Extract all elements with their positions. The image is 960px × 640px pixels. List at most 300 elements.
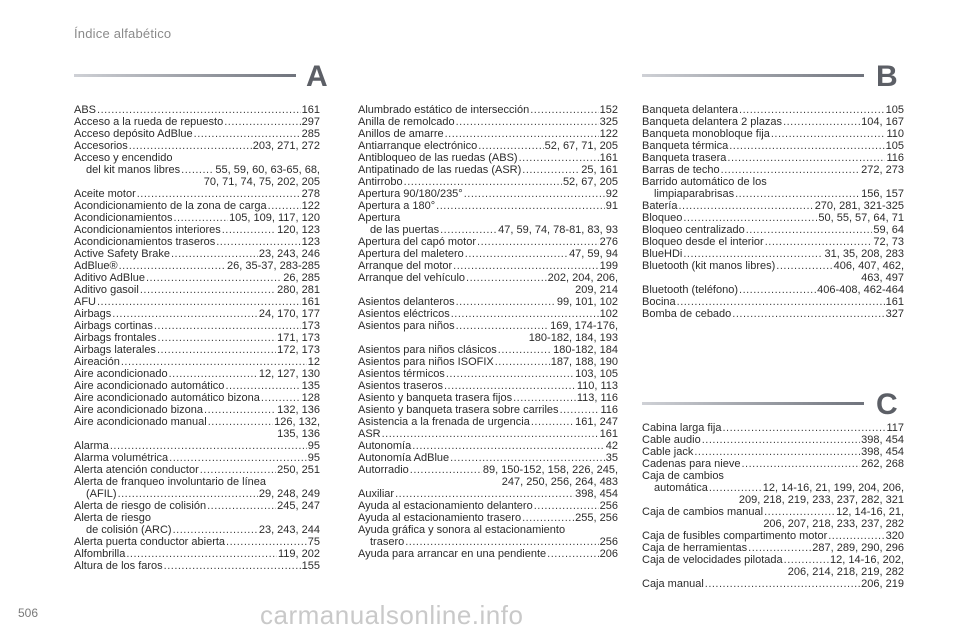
dot-leader: [158, 332, 277, 344]
index-entry: [642, 554, 904, 578]
index-column-c: [642, 422, 904, 590]
index-term: Antibloqueo de las ruedas (ABS): [358, 152, 518, 164]
index-term: Caja manual: [642, 578, 704, 590]
index-term: Anilla de remolcado: [358, 116, 455, 128]
index-pages: 255, 256: [575, 512, 618, 524]
index-pages: 23, 243, 246: [258, 248, 320, 260]
index-pages: 262, 268: [861, 458, 904, 470]
index-pages: 206, 219: [861, 578, 904, 590]
index-entry-line: [74, 320, 320, 332]
index-term: ABS: [74, 104, 97, 116]
index-entry: [74, 248, 320, 260]
index-entry: [74, 440, 320, 452]
index-term: Bluetooth (kit manos libres): [642, 260, 776, 272]
index-entry: [358, 404, 618, 416]
section-c-marker: [642, 390, 902, 420]
index-entry: [642, 104, 904, 116]
index-pages-continued: 463, 497: [861, 272, 904, 284]
index-term: Alfombrilla: [74, 548, 126, 560]
dot-leader: [412, 440, 605, 452]
dot-leader: [727, 152, 885, 164]
index-pages: 287, 289, 290, 296: [812, 542, 904, 554]
index-term: Active Safety Brake: [74, 248, 170, 260]
index-pages: 50, 55, 57, 64, 71: [818, 212, 904, 224]
index-entry-line: [74, 380, 320, 392]
dot-leader: [783, 116, 860, 128]
dot-leader: [495, 356, 550, 368]
index-entry-line: [642, 224, 904, 236]
index-entry-line: [642, 554, 904, 566]
dot-leader: [683, 248, 823, 260]
index-entry: [74, 356, 320, 368]
index-entry: [74, 536, 320, 548]
index-entry-line: [74, 560, 320, 572]
index-pages: 171, 173: [277, 332, 320, 344]
index-pages: 161: [599, 428, 618, 440]
index-entry: [642, 224, 904, 236]
index-entry-line: [74, 500, 320, 512]
index-entry: [358, 152, 618, 164]
index-term: limpiaparabrisas: [654, 188, 735, 200]
index-entry: [74, 296, 320, 308]
index-pages-continued: 135, 136: [277, 428, 320, 440]
index-entry: [358, 512, 618, 524]
index-pages: 169, 174-176,: [550, 320, 618, 332]
index-pages: 172, 173: [277, 344, 320, 356]
dot-leader: [110, 440, 307, 452]
index-entry-line: [74, 272, 320, 284]
index-entry-line: [358, 296, 618, 308]
index-entry-line: [642, 506, 904, 518]
dot-leader: [547, 548, 598, 560]
dot-leader: [181, 164, 214, 176]
index-pages: 152: [599, 104, 618, 116]
index-term: del kit manos libres: [86, 164, 181, 176]
index-column-b: [642, 104, 904, 320]
index-pages: 12: [307, 356, 320, 368]
index-entry-line: [642, 128, 904, 140]
index-term: Cable audio: [642, 434, 701, 446]
index-term: Ayuda al estacionamiento delantero: [358, 500, 533, 512]
index-entry-line: [74, 392, 320, 404]
dot-leader: [169, 368, 258, 380]
index-entry: [358, 380, 618, 392]
index-entry-line: [74, 440, 320, 452]
dot-leader: [395, 488, 574, 500]
index-entry: [642, 296, 904, 308]
index-term: Apertura del capó motor: [358, 236, 477, 248]
index-entry-line: [358, 140, 618, 152]
section-c-letter: C: [876, 388, 898, 421]
dot-leader: [456, 296, 556, 308]
index-pages: 95: [307, 452, 320, 464]
index-entry-line: [642, 446, 904, 458]
dot-leader: [466, 272, 547, 284]
index-entry-line: [74, 284, 320, 296]
index-entry: [74, 212, 320, 224]
page-number: 506: [18, 606, 39, 620]
index-pages: 256: [599, 536, 618, 548]
index-entry-line: [642, 578, 904, 590]
index-pages: 173: [301, 320, 320, 332]
index-entry-heading: Apertura: [358, 212, 401, 224]
index-term: Asientos para niños clásicos: [358, 344, 497, 356]
dot-leader: [771, 128, 886, 140]
dot-leader: [721, 164, 861, 176]
index-term: Aditivo gasoil: [74, 284, 139, 296]
index-pages-continued: 247, 250, 256, 264, 483: [501, 476, 618, 488]
index-entry-line: [74, 128, 320, 140]
index-entry-line: [74, 224, 320, 236]
dot-leader: [171, 248, 258, 260]
dot-leader: [741, 458, 860, 470]
index-entry: [642, 260, 904, 284]
index-entry-line: [74, 464, 320, 476]
index-entry: [358, 260, 618, 272]
dot-leader: [522, 164, 580, 176]
index-term: Aire acondicionado automático bizona: [74, 392, 260, 404]
index-entry: [74, 320, 320, 332]
index-entry-line: [642, 248, 904, 260]
dot-leader: [173, 524, 258, 536]
dot-leader: [121, 356, 307, 368]
dot-leader: [157, 344, 276, 356]
index-pages: 398, 454: [861, 446, 904, 458]
index-term: Apertura a 180°: [358, 200, 436, 212]
dot-leader: [828, 530, 884, 542]
dot-leader: [453, 260, 598, 272]
index-pages: 55, 59, 60, 63-65, 68,: [215, 164, 320, 176]
index-entry-line: [358, 104, 618, 116]
index-pages: 161, 247: [575, 416, 618, 428]
index-entry-line: [358, 452, 618, 464]
index-pages-continued: 209, 214: [575, 284, 618, 296]
dot-leader: [140, 284, 276, 296]
index-entry: [358, 176, 618, 188]
index-entry-line: [642, 434, 904, 446]
index-entry: [642, 140, 904, 152]
index-entry-line: [358, 416, 618, 428]
page-title: Índice alfabético: [74, 26, 172, 41]
index-term: Caja de herramientas: [642, 542, 748, 554]
index-entry-line: [358, 368, 618, 380]
index-entry-line: [358, 224, 618, 236]
index-entry: [74, 272, 320, 284]
dot-leader: [784, 554, 829, 566]
index-term: Asiento y banqueta trasera fijos: [358, 392, 513, 404]
index-entry: [74, 452, 320, 464]
index-pages: 26, 35-37, 283-285: [227, 260, 320, 272]
index-term: Caja de velocidades pilotada: [642, 554, 783, 566]
index-pages: 161: [599, 152, 618, 164]
index-term: Antiarranque electrónico: [358, 140, 478, 152]
index-term: Acondicionamientos interiores: [74, 224, 221, 236]
index-entry-line: [642, 104, 904, 116]
index-entry-line: [358, 116, 618, 128]
index-pages: 117: [886, 422, 904, 434]
index-term: Aire acondicionado: [74, 368, 168, 380]
index-term: Airbags frontales: [74, 332, 157, 344]
index-pages: 272, 273: [861, 164, 904, 176]
index-term: de las puertas: [370, 224, 440, 236]
index-entry: [358, 356, 618, 368]
index-entry-line: [642, 212, 904, 224]
index-entry-line: [74, 116, 320, 128]
section-a-bar: [74, 74, 296, 77]
index-pages-continued: 180-182, 184, 193: [528, 332, 618, 344]
index-pages: 105: [885, 140, 904, 152]
dot-leader: [764, 506, 835, 518]
index-term: Batería: [642, 200, 678, 212]
index-pages: 75: [307, 536, 320, 548]
index-entry-line: [642, 236, 904, 248]
index-pages: 23, 243, 244: [258, 524, 320, 536]
index-term: Autonomía: [358, 440, 412, 452]
dot-leader: [776, 260, 832, 272]
index-entry: [74, 464, 320, 476]
index-entry: [74, 236, 320, 248]
index-entry: [358, 212, 618, 236]
index-pages: 92: [605, 188, 618, 200]
index-entry: [358, 488, 618, 500]
index-entry-line: [74, 164, 320, 176]
index-entry-line: [642, 164, 904, 176]
index-entry-line: [358, 260, 618, 272]
index-column-a1: [74, 104, 320, 572]
index-term: Banqueta delantera 2 plazas: [642, 116, 783, 128]
index-term: Aditivo AdBlue: [74, 272, 145, 284]
index-entry: [358, 104, 618, 116]
index-pages: 116: [600, 404, 618, 416]
index-entry-line: [358, 344, 618, 356]
index-pages: 180-182, 184: [553, 344, 618, 356]
dot-leader: [224, 116, 300, 128]
index-pages: 325: [599, 116, 618, 128]
index-term: Auxiliar: [358, 488, 395, 500]
index-pages: 270, 281, 321-325: [814, 200, 904, 212]
index-term: Acondicionamientos traseros: [74, 236, 216, 248]
index-entry-line: [642, 308, 904, 320]
index-entry: [642, 176, 904, 200]
index-pages: 12, 14-16, 202,: [829, 554, 904, 566]
index-entry: [358, 320, 618, 344]
dot-leader: [477, 236, 599, 248]
index-term: Autorradio: [358, 464, 409, 476]
index-entry-line: [642, 284, 904, 296]
index-term: Airbags: [74, 308, 112, 320]
index-entry: [74, 500, 320, 512]
index-entry-line: [358, 404, 618, 416]
index-term: Bomba de cebado: [642, 308, 732, 320]
index-term: Autonomía AdBlue: [358, 452, 450, 464]
index-term: Apertura del maletero: [358, 248, 464, 260]
index-pages: 105: [885, 104, 904, 116]
index-pages: 161: [885, 296, 904, 308]
index-entry: [74, 344, 320, 356]
dot-leader: [522, 512, 574, 524]
index-term: Bocina: [642, 296, 676, 308]
dot-leader: [694, 446, 860, 458]
section-b-letter: B: [876, 60, 898, 93]
index-pages: 110, 113: [576, 380, 618, 392]
index-entry-heading: Acceso y encendido: [74, 152, 173, 164]
index-pages: 320: [885, 530, 904, 542]
index-entry: [642, 212, 904, 224]
dot-leader: [261, 392, 301, 404]
index-pages: 161: [301, 104, 320, 116]
index-entry: [358, 344, 618, 356]
index-pages: 12, 14-16, 21, 199, 204, 206,: [762, 482, 904, 494]
index-entry-line: [74, 236, 320, 248]
dot-leader: [410, 464, 482, 476]
section-a-letter: A: [306, 60, 328, 93]
index-term: Alarma: [74, 440, 109, 452]
index-entry: [642, 128, 904, 140]
index-entry-line: [358, 440, 618, 452]
index-entry: [642, 308, 904, 320]
index-term: Arranque del motor: [358, 260, 453, 272]
dot-leader: [464, 188, 605, 200]
index-entry: [358, 392, 618, 404]
dot-leader: [498, 344, 552, 356]
index-entry-line: [358, 272, 618, 284]
dot-leader: [382, 428, 599, 440]
dot-leader: [677, 296, 885, 308]
index-entry: [358, 164, 618, 176]
index-term: Bluetooth (teléfono): [642, 284, 739, 296]
index-pages: 285: [301, 128, 320, 140]
index-entry-line: [74, 524, 320, 536]
index-term: Aire acondicionado bizona: [74, 404, 204, 416]
index-entry: [358, 248, 618, 260]
index-entry-line: [358, 536, 618, 548]
index-entry-line: [74, 260, 320, 272]
dot-leader: [445, 128, 599, 140]
index-term: Alerta puerta conductor abierta: [74, 536, 226, 548]
index-term: Asientos delanteros: [358, 296, 455, 308]
index-entry: [74, 200, 320, 212]
index-entry: [74, 392, 320, 404]
dot-leader: [746, 224, 873, 236]
index-entry-line: [358, 380, 618, 392]
index-pages: 103, 105: [575, 368, 618, 380]
index-term: Asientos térmicos: [358, 368, 445, 380]
index-term: Cadenas para nieve: [642, 458, 741, 470]
index-pages: 31, 35, 208, 283: [824, 248, 904, 260]
dot-leader: [226, 536, 307, 548]
index-entry-heading: Alerta de franqueo involuntario de línea: [74, 476, 267, 488]
dot-leader: [451, 308, 599, 320]
dot-leader: [129, 140, 252, 152]
index-entry: [74, 260, 320, 272]
index-entry-line: [642, 530, 904, 542]
index-entry-line: [74, 140, 320, 152]
index-entry-line: [642, 200, 904, 212]
index-pages: 24, 170, 177: [258, 308, 320, 320]
index-term: ASR: [358, 428, 381, 440]
index-term: Ayuda para arrancar en una pendiente: [358, 548, 547, 560]
index-pages: 202, 204, 206,: [547, 272, 618, 284]
index-pages: 406, 407, 462,: [833, 260, 904, 272]
dot-leader: [531, 416, 574, 428]
index-entry-line: [74, 308, 320, 320]
index-pages: 91: [605, 200, 618, 212]
index-entry-line: [358, 164, 618, 176]
index-entry: [358, 428, 618, 440]
index-entry-line: [358, 128, 618, 140]
index-entry: [74, 308, 320, 320]
dot-leader: [137, 188, 301, 200]
index-pages: 12, 127, 130: [258, 368, 320, 380]
dot-leader: [164, 560, 301, 572]
index-entry-heading: Barrido automático de los: [642, 176, 767, 188]
index-pages: 12, 14-16, 21,: [836, 506, 904, 518]
index-entry: [358, 500, 618, 512]
index-pages: 35: [605, 452, 618, 464]
index-pages-continued: 70, 71, 74, 75, 202, 205: [203, 176, 320, 188]
index-pages: 29, 248, 249: [258, 488, 320, 500]
index-entry: [642, 200, 904, 212]
index-entry: [74, 512, 320, 536]
index-term: Airbags laterales: [74, 344, 156, 356]
dot-leader: [735, 188, 860, 200]
index-term: Aire acondicionado manual: [74, 416, 207, 428]
index-term: Acondicionamientos: [74, 212, 173, 224]
section-c-bar: [642, 402, 864, 405]
index-entry: [642, 470, 904, 506]
index-entry: [358, 368, 618, 380]
index-entry-line: [74, 536, 320, 548]
index-term: Caja de cambios manual: [642, 506, 764, 518]
index-entry: [358, 200, 618, 212]
index-entry-line: [642, 152, 904, 164]
index-pages: 187, 188, 190: [550, 356, 618, 368]
index-entry-heading: Caja de cambios: [642, 470, 724, 482]
index-entry: [74, 224, 320, 236]
index-entry: [358, 308, 618, 320]
section-b-bar: [642, 74, 864, 77]
watermark: carmanualsonline.info: [260, 600, 524, 630]
index-pages: 52, 67, 71, 205: [544, 140, 618, 152]
index-entry: [358, 524, 618, 548]
index-term: Apertura 90/180/235°: [358, 188, 463, 200]
index-pages: 102: [599, 308, 618, 320]
index-entry-line: [642, 188, 904, 200]
index-term: Barras de techo: [642, 164, 720, 176]
index-entry-line: [642, 482, 904, 494]
dot-leader: [709, 482, 762, 494]
index-entry-line: [74, 356, 320, 368]
index-pages: 26, 285: [283, 272, 320, 284]
index-pages: 95: [307, 440, 320, 452]
index-pages: 47, 59, 94: [569, 248, 618, 260]
section-a-marker: [74, 62, 334, 92]
index-pages: 119, 202: [277, 548, 320, 560]
index-entry-line: [358, 464, 618, 476]
index-entry-line: [642, 458, 904, 470]
index-pages: 256: [599, 500, 618, 512]
index-pages-continued: 206, 214, 218, 219, 282: [787, 566, 904, 578]
index-entry-line: [74, 248, 320, 260]
index-pages: 132, 136: [277, 404, 320, 416]
index-term: Acceso a la rueda de repuesto: [74, 116, 224, 128]
index-entry-heading: Alerta de riesgo: [74, 512, 152, 524]
index-term: Aceite motor: [74, 188, 136, 200]
dot-leader: [200, 464, 276, 476]
dot-leader: [478, 140, 543, 152]
index-entry-line: [358, 152, 618, 164]
index-pages: 105, 109, 117, 120: [229, 212, 320, 224]
